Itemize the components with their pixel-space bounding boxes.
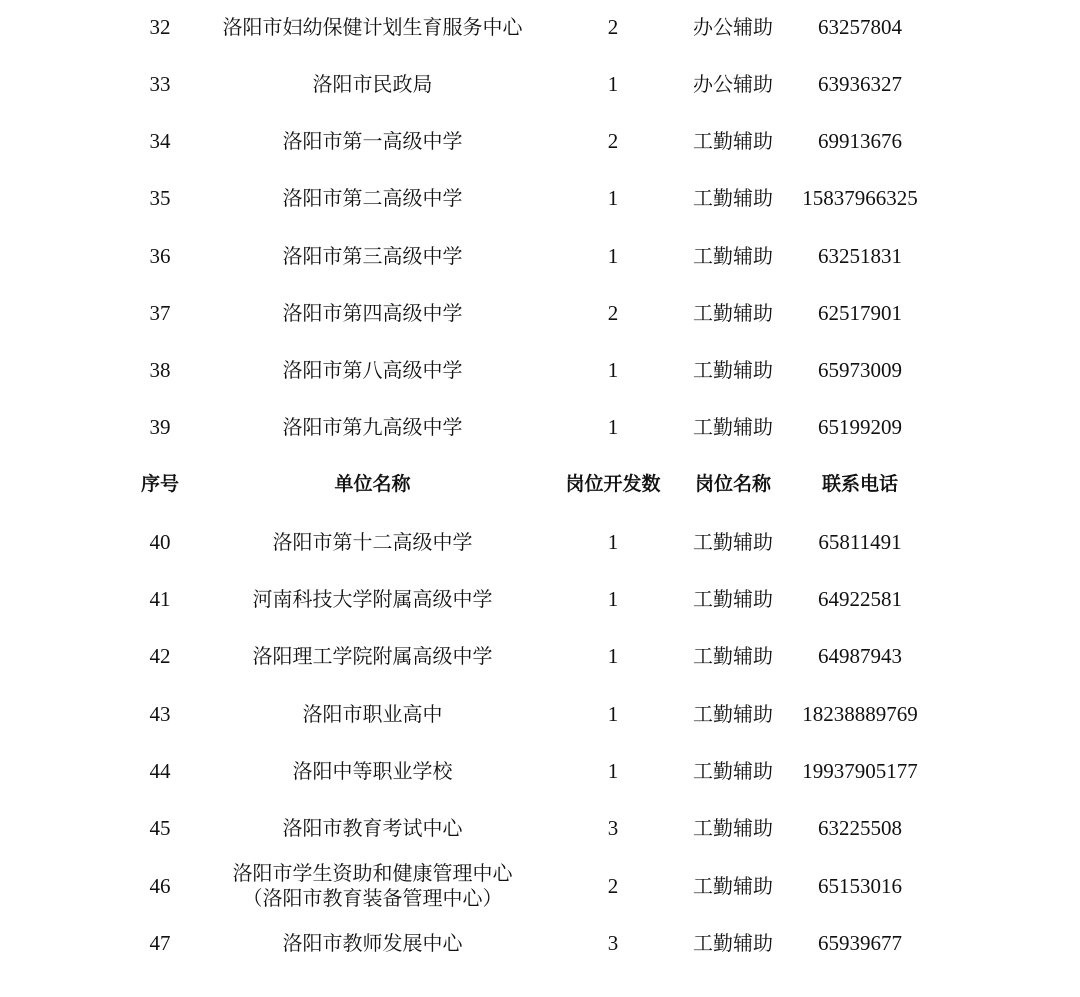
unit-name: 洛阳市第九高级中学 — [282, 414, 463, 439]
unit-name: 洛阳市教育考试中心 — [282, 815, 463, 840]
position-count: 1 — [607, 701, 619, 726]
position-count: 1 — [607, 357, 619, 382]
unit-name — [200, 857, 545, 914]
position-count: 1 — [607, 71, 619, 96]
table-row — [0, 914, 1080, 971]
unit-name: 洛阳市第八高级中学 — [282, 357, 463, 382]
row-number: 34 — [149, 128, 171, 153]
unit-name: 洛阳市第四高级中学 — [282, 300, 463, 325]
unit-name: 洛阳市第十二高级中学 — [272, 529, 473, 554]
row-number: 33 — [149, 71, 171, 96]
row-number: 39 — [149, 414, 171, 439]
unit-name: 洛阳理工学院附属高级中学 — [252, 643, 493, 668]
position-count: 3 — [607, 815, 619, 840]
contact-phone: 63251831 — [818, 243, 902, 268]
position-name: 工勤辅助 — [693, 357, 773, 382]
table-row — [0, 398, 1080, 455]
row-number: 37 — [149, 300, 171, 325]
header-unit-name: 单位名称 — [334, 472, 411, 495]
position-count: 2 — [607, 128, 619, 153]
position-count: 2 — [607, 873, 619, 898]
position-count: 1 — [607, 243, 619, 268]
position-count: 3 — [607, 930, 619, 955]
position-name: 工勤辅助 — [693, 815, 773, 840]
contact-phone: 65939677 — [818, 930, 902, 955]
position-name: 工勤辅助 — [693, 243, 773, 268]
header-contact-phone: 联系电话 — [821, 472, 898, 495]
contact-phone: 64922581 — [818, 586, 902, 611]
contact-phone: 15837966325 — [802, 185, 918, 210]
row-number: 36 — [149, 243, 171, 268]
unit-name: 洛阳中等职业学校 — [292, 758, 453, 783]
header-number: 序号 — [140, 472, 179, 495]
table-row — [0, 570, 1080, 627]
position-count: 1 — [607, 758, 619, 783]
position-name: 工勤辅助 — [693, 930, 773, 955]
unit-name: 洛阳市民政局 — [312, 71, 433, 96]
table-row — [0, 169, 1080, 226]
unit-name-line2: （洛阳市教育装备管理中心） — [242, 885, 503, 910]
table-row — [0, 341, 1080, 398]
table-row — [0, 227, 1080, 284]
position-name: 工勤辅助 — [693, 701, 773, 726]
row-number: 45 — [149, 815, 171, 840]
position-name: 工勤辅助 — [693, 529, 773, 554]
header-position-name: 岗位名称 — [694, 472, 771, 495]
table-row — [0, 742, 1080, 799]
contact-phone: 19937905177 — [802, 758, 918, 783]
row-number: 47 — [149, 930, 171, 955]
contact-phone: 63225508 — [818, 815, 902, 840]
table-row — [0, 55, 1080, 112]
position-count: 1 — [607, 529, 619, 554]
position-name: 工勤辅助 — [693, 185, 773, 210]
table-row — [0, 0, 1080, 55]
unit-name: 洛阳市第三高级中学 — [282, 243, 463, 268]
row-number: 41 — [149, 586, 171, 611]
table-header-row — [0, 455, 1080, 512]
header-position-count: 岗位开发数 — [565, 472, 661, 495]
position-count: 2 — [607, 300, 619, 325]
unit-name-line1: 洛阳市学生资助和健康管理中心 — [232, 860, 513, 885]
row-number: 42 — [149, 643, 171, 668]
position-count: 1 — [607, 643, 619, 668]
position-count: 1 — [607, 414, 619, 439]
position-name: 工勤辅助 — [693, 414, 773, 439]
position-name: 工勤辅助 — [693, 873, 773, 898]
contact-phone: 62517901 — [818, 300, 902, 325]
table-row — [0, 513, 1080, 570]
unit-name: 洛阳市第一高级中学 — [282, 128, 463, 153]
position-count: 2 — [607, 14, 619, 39]
position-name: 工勤辅助 — [693, 300, 773, 325]
table-row — [0, 112, 1080, 169]
contact-phone: 65811491 — [818, 529, 902, 554]
unit-name: 洛阳市教师发展中心 — [282, 930, 463, 955]
row-number: 35 — [149, 185, 171, 210]
row-number: 44 — [149, 758, 171, 783]
position-name: 工勤辅助 — [693, 758, 773, 783]
contact-phone: 18238889769 — [802, 701, 918, 726]
table-row — [0, 284, 1080, 341]
position-count: 1 — [607, 586, 619, 611]
table-row — [0, 685, 1080, 742]
contact-phone: 69913676 — [818, 128, 902, 153]
table-row — [0, 627, 1080, 684]
position-name: 工勤辅助 — [693, 586, 773, 611]
contact-phone: 65973009 — [818, 357, 902, 382]
row-number: 43 — [149, 701, 171, 726]
contact-phone: 65153016 — [818, 873, 902, 898]
contact-phone: 65199209 — [818, 414, 902, 439]
row-number: 46 — [149, 873, 171, 898]
row-number: 38 — [149, 357, 171, 382]
unit-name: 洛阳市第二高级中学 — [282, 185, 463, 210]
row-number: 40 — [149, 529, 171, 554]
unit-name: 河南科技大学附属高级中学 — [252, 586, 493, 611]
table-row — [0, 799, 1080, 856]
contact-phone: 63936327 — [818, 71, 902, 96]
position-name: 办公辅助 — [693, 71, 773, 96]
position-name: 办公辅助 — [693, 14, 773, 39]
table-row — [0, 857, 1080, 914]
position-count: 1 — [607, 185, 619, 210]
unit-name: 洛阳市妇幼保健计划生育服务中心 — [222, 14, 523, 39]
position-name: 工勤辅助 — [693, 128, 773, 153]
unit-name: 洛阳市职业高中 — [302, 701, 443, 726]
row-number: 32 — [149, 14, 171, 39]
contact-phone: 64987943 — [818, 643, 902, 668]
contact-phone: 63257804 — [818, 14, 902, 39]
position-name: 工勤辅助 — [693, 643, 773, 668]
